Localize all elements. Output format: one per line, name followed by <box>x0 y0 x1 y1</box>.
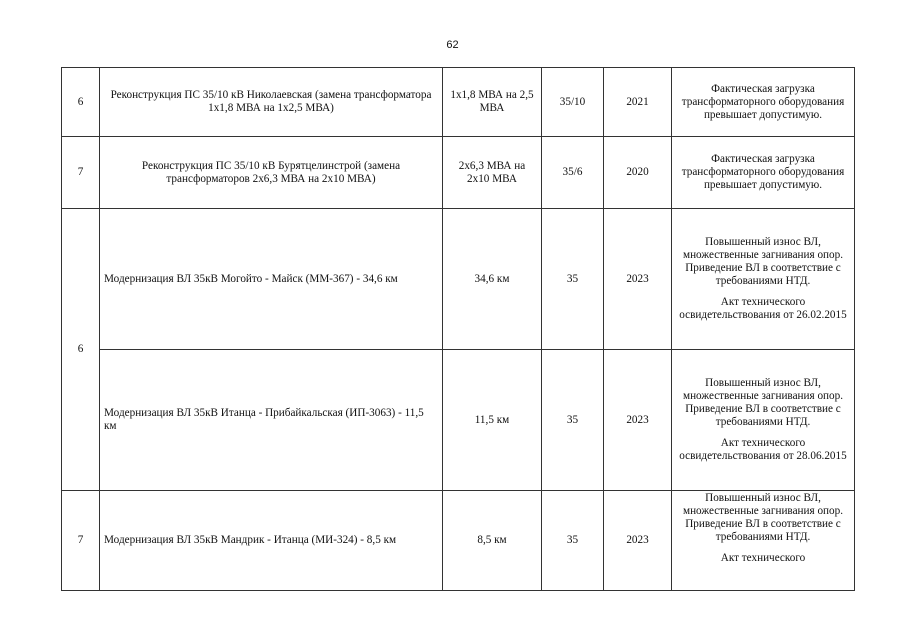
voltage-cell: 35/6 <box>542 137 604 209</box>
voltage-cell: 35 <box>542 350 604 491</box>
reason-text: Повышенный износ ВЛ, множественные загнивания опор. Приведение ВЛ в соответствие с требованиями НТД. <box>682 492 844 543</box>
table-row <box>62 491 855 591</box>
reason-document: Акт технического <box>720 552 806 564</box>
row-number: 7 <box>62 491 100 591</box>
year-cell: 2021 <box>604 68 672 137</box>
investment-table <box>61 67 855 591</box>
reason-text: Повышенный износ ВЛ, множественные загнивания опор. Приведение ВЛ в соответствие с требованиями НТД. <box>682 236 844 287</box>
object-name: Реконструкция ПС 35/10 кВ Бурятцелинстрой (замена трансформаторов 2х6,3 МВА на 2х10 МВА) <box>100 137 443 209</box>
capacity-cell: 2х6,3 МВА на 2х10 МВА <box>443 137 542 209</box>
reason-document: Акт технического освидетельствования от 26.02.2015 <box>679 296 847 321</box>
page-number: 62 <box>446 39 459 51</box>
year-cell: 2020 <box>604 137 672 209</box>
voltage-cell: 35 <box>542 491 604 591</box>
capacity-cell: 8,5 км <box>443 491 542 591</box>
object-name: Модернизация ВЛ 35кВ Могойто - Майск (ММ-367) - 34,6 км <box>100 209 443 350</box>
table-row <box>62 209 855 350</box>
reason-cell <box>672 350 855 491</box>
capacity-cell: 34,6 км <box>443 209 542 350</box>
capacity-cell: 1х1,8 МВА на 2,5 МВА <box>443 68 542 137</box>
reason-cell: Фактическая загрузка трансформаторного оборудования превышает допустимую. <box>672 137 855 209</box>
table-row <box>62 350 855 491</box>
reason-document: Акт технического освидетельствования от 28.06.2015 <box>679 437 847 462</box>
year-cell: 2023 <box>604 491 672 591</box>
row-number: 7 <box>62 137 100 209</box>
object-name: Модернизация ВЛ 35кВ Мандрик - Итанца (МИ-324) - 8,5 км <box>100 491 443 591</box>
reason-cell <box>672 491 855 591</box>
table-row <box>62 68 855 137</box>
reason-cell: Фактическая загрузка трансформаторного оборудования превышает допустимую. <box>672 68 855 137</box>
year-cell: 2023 <box>604 209 672 350</box>
voltage-cell: 35 <box>542 209 604 350</box>
object-name: Реконструкция ПС 35/10 кВ Николаевская (замена трансформатора 1х1,8 МВА на 1х2,5 МВА) <box>100 68 443 137</box>
reason-cell <box>672 209 855 350</box>
reason-text: Повышенный износ ВЛ, множественные загнивания опор. Приведение ВЛ в соответствие с требованиями НТД. <box>682 377 844 428</box>
object-name: Модернизация ВЛ 35кВ Итанца - Прибайкальская (ИП-3063) - 11,5 км <box>100 350 443 491</box>
table-row <box>62 137 855 209</box>
voltage-cell: 35/10 <box>542 68 604 137</box>
year-cell: 2023 <box>604 350 672 491</box>
row-number: 6 <box>62 209 100 491</box>
capacity-cell: 11,5 км <box>443 350 542 491</box>
row-number: 6 <box>62 68 100 137</box>
